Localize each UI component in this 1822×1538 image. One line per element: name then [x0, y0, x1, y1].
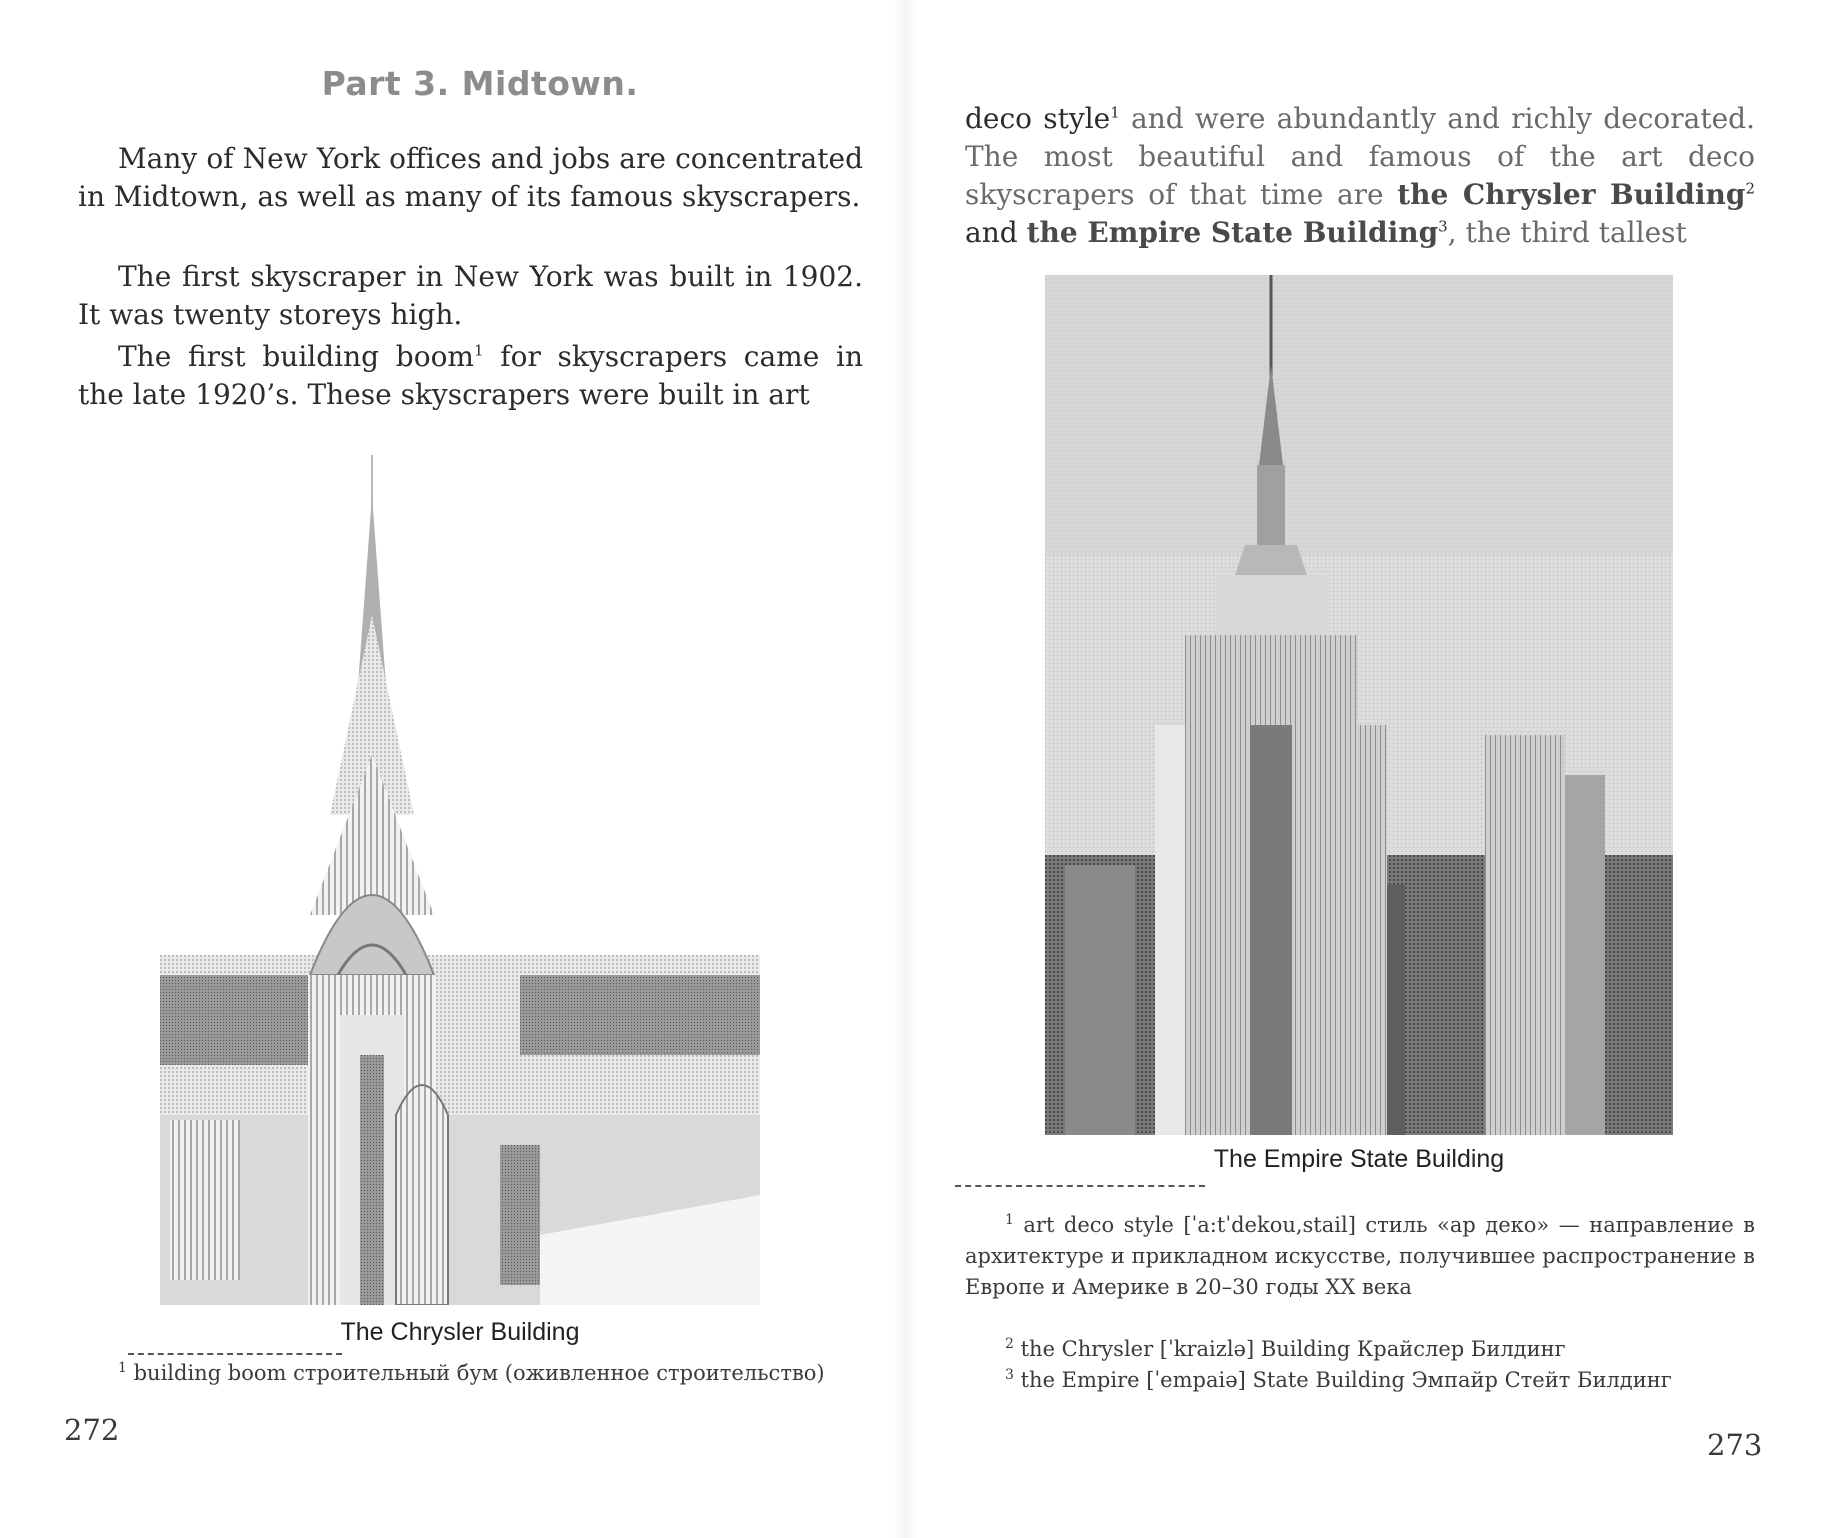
footnote-ref-2: 2	[1745, 179, 1755, 198]
footnote-text-1: art deco style [ˈa:tˈdekou,stail] стиль «ар деко» — направление в архитектуре и прикладном искусстве, получившее распространение в Европе и Америке в 20–30 годы XX века	[965, 1213, 1755, 1299]
paragraph-first-skyscraper: The first skyscraper in New York was built in 1902. It was twenty storeys high.	[78, 260, 863, 331]
empire-state-illustration	[1045, 275, 1673, 1135]
t4: , the third tallest	[1447, 216, 1687, 249]
footnote-text-3: the Empire [ˈempaiə] State Building Эмпайр Стейт Билдинг	[1020, 1368, 1672, 1392]
footnote-text-2: the Chrysler [ˈkraizlə] Building Крайслер Билдинг	[1020, 1337, 1566, 1361]
right-page	[905, 0, 1822, 1538]
footnote-chrysler	[965, 1334, 1755, 1365]
chrysler-building-photo	[160, 455, 760, 1305]
empire-state-building-photo	[1045, 275, 1673, 1135]
footnote-divider	[128, 1353, 342, 1355]
page-number-left: 272	[64, 1413, 120, 1447]
empire-caption: The Empire State Building	[1213, 1145, 1505, 1173]
t3: and	[965, 216, 1027, 249]
footnote-mark: 1	[118, 1360, 127, 1376]
left-page	[0, 0, 905, 1538]
footnote-ref-1: 1	[1110, 103, 1120, 122]
t2: and were abundantly and richly decorated. The most beautiful and famous of the art deco skyscrapers of that time are	[965, 102, 1755, 211]
footnote-ref-1: 1	[473, 341, 484, 360]
footnote-mark-2: 2	[1005, 1336, 1014, 1352]
chrysler-term: the Chrysler Building	[1397, 178, 1746, 211]
footnote-ref-3: 3	[1438, 217, 1448, 236]
footnote-mark-1: 1	[1005, 1212, 1014, 1228]
page-number-right: 273	[1707, 1428, 1763, 1462]
footnote-building-boom	[78, 1358, 863, 1389]
paragraph-art-deco	[965, 100, 1755, 252]
paragraph-building-boom	[78, 338, 863, 414]
t1: deco style	[965, 102, 1111, 135]
footnote-empire	[965, 1365, 1755, 1396]
footnote-art-deco	[965, 1210, 1755, 1303]
footnote-mark-3: 3	[1005, 1367, 1014, 1383]
para3-before: The first building boom	[118, 340, 474, 373]
footnote-divider-right	[955, 1185, 1205, 1187]
chrysler-caption: The Chrysler Building	[340, 1318, 580, 1346]
empire-term: the Empire State Building	[1026, 216, 1439, 249]
section-heading: Part 3. Midtown.	[321, 64, 639, 103]
para3-after: for skyscrapers came in the late 1920’s. These skyscrapers were built in art	[78, 340, 863, 411]
chrysler-building-illustration	[160, 455, 760, 1305]
footnote-text: building boom строительный бум (оживленное строительство)	[133, 1361, 825, 1385]
paragraph-midtown-offices: Many of New York offices and jobs are concentrated in Midtown, as well as many of its famous skyscrapers.	[78, 142, 863, 213]
